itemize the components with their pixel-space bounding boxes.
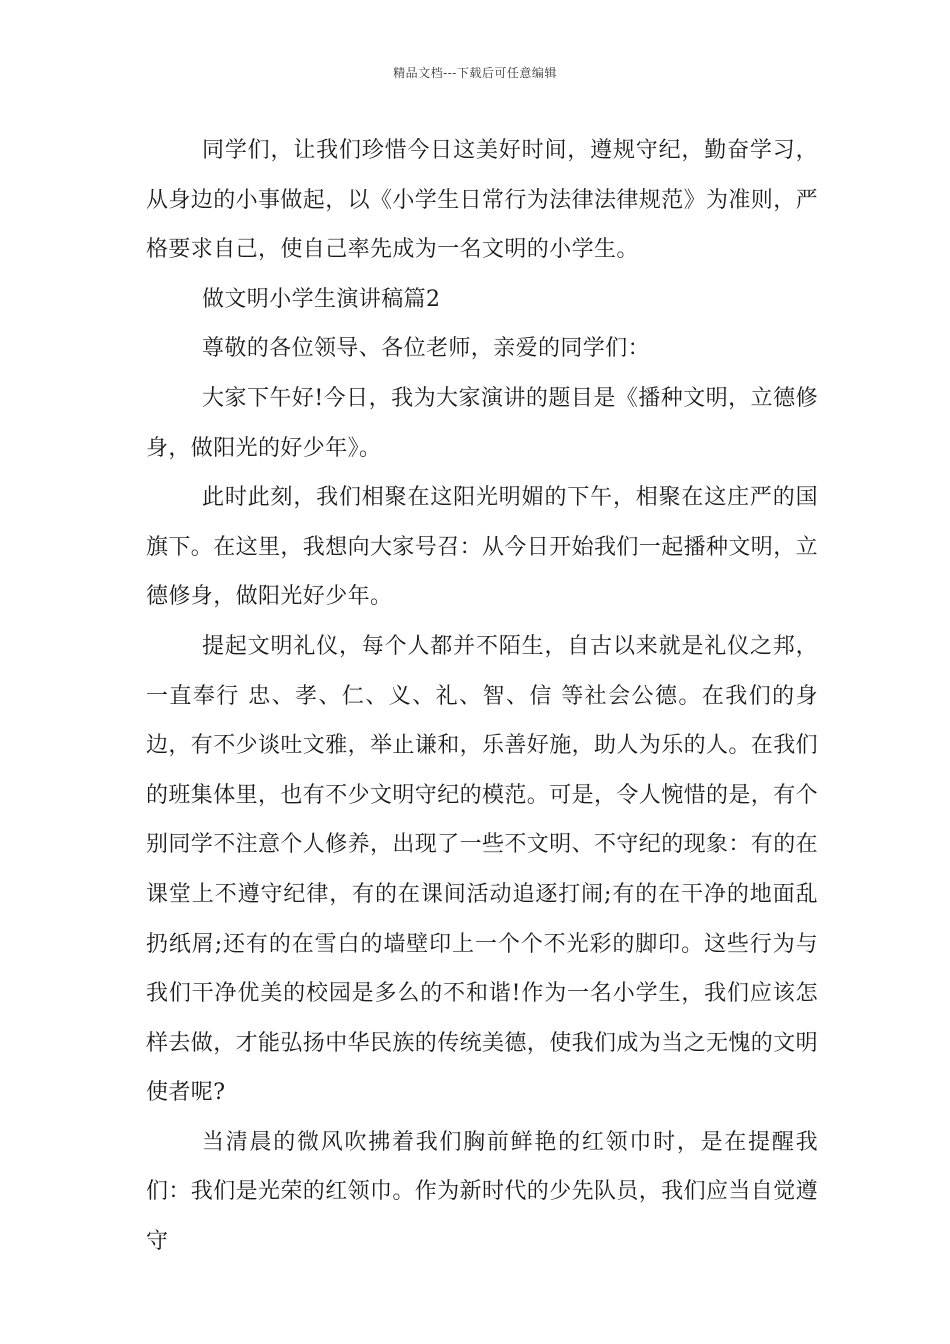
paragraph-2: 此时此刻，我们相聚在这阳光明媚的下午，相聚在这庄严的国旗下。在这里，我想向大家号召：从今日开始我们一起播种文明，立德修身，做阳光好少年。 <box>146 485 819 610</box>
paragraph-greeting: 大家下午好!今日，我为大家演讲的题目是《播种文明，立德修身，做阳光的好少年》。 <box>146 385 818 461</box>
document-body <box>146 126 818 1267</box>
paragraph-4: 当清晨的微风吹拂着我们胸前鲜艳的红领巾时，是在提醒我们：我们是光荣的红领巾。作为新时代的少先队员，我们应当自觉遵守 <box>146 1129 819 1255</box>
page-header: 精品文档---下载后可任意编辑 <box>393 66 557 80</box>
paragraph-1: 同学们，让我们珍惜今日这美好时间，遵规守纪，勤奋学习，从身边的小事做起，以《小学生日常行为法律法律规范》为准则，严格要求自己，使自己率先成为一名文明的小学生。 <box>146 138 819 263</box>
salutation: 尊敬的各位领导、各位老师，亲爱的同学们： <box>202 336 651 362</box>
section-heading: 做文明小学生演讲稿篇2 <box>202 286 441 312</box>
paragraph-3: 提起文明礼仪，每个人都并不陌生，自古以来就是礼仪之邦，一直奉行 忠、孝、仁、义、礼、智、信 等社会公德。在我们的身边，有不少谈吐文雅，举止谦和，乐善好施，助人为乐的人。在我们的班集体里，也有不少文明守纪的模范。可是，令人惋惜的是，有个别同学不注意个人修养，出现了一些不文明、不守纪的现象：有的在课堂上不遵守纪律，有的在课间活动追逐打闹;有的在干净的地面乱扔纸屑;还有的在雪白的墙壁印上一个个不光彩的脚印。这些行为与我们干净优美的校园是多么的不和谐!作为一名小学生，我们应该怎样去做，才能弘扬中华民族的传统美德，使我们成为当之无愧的文明使者呢? <box>146 633 819 1106</box>
